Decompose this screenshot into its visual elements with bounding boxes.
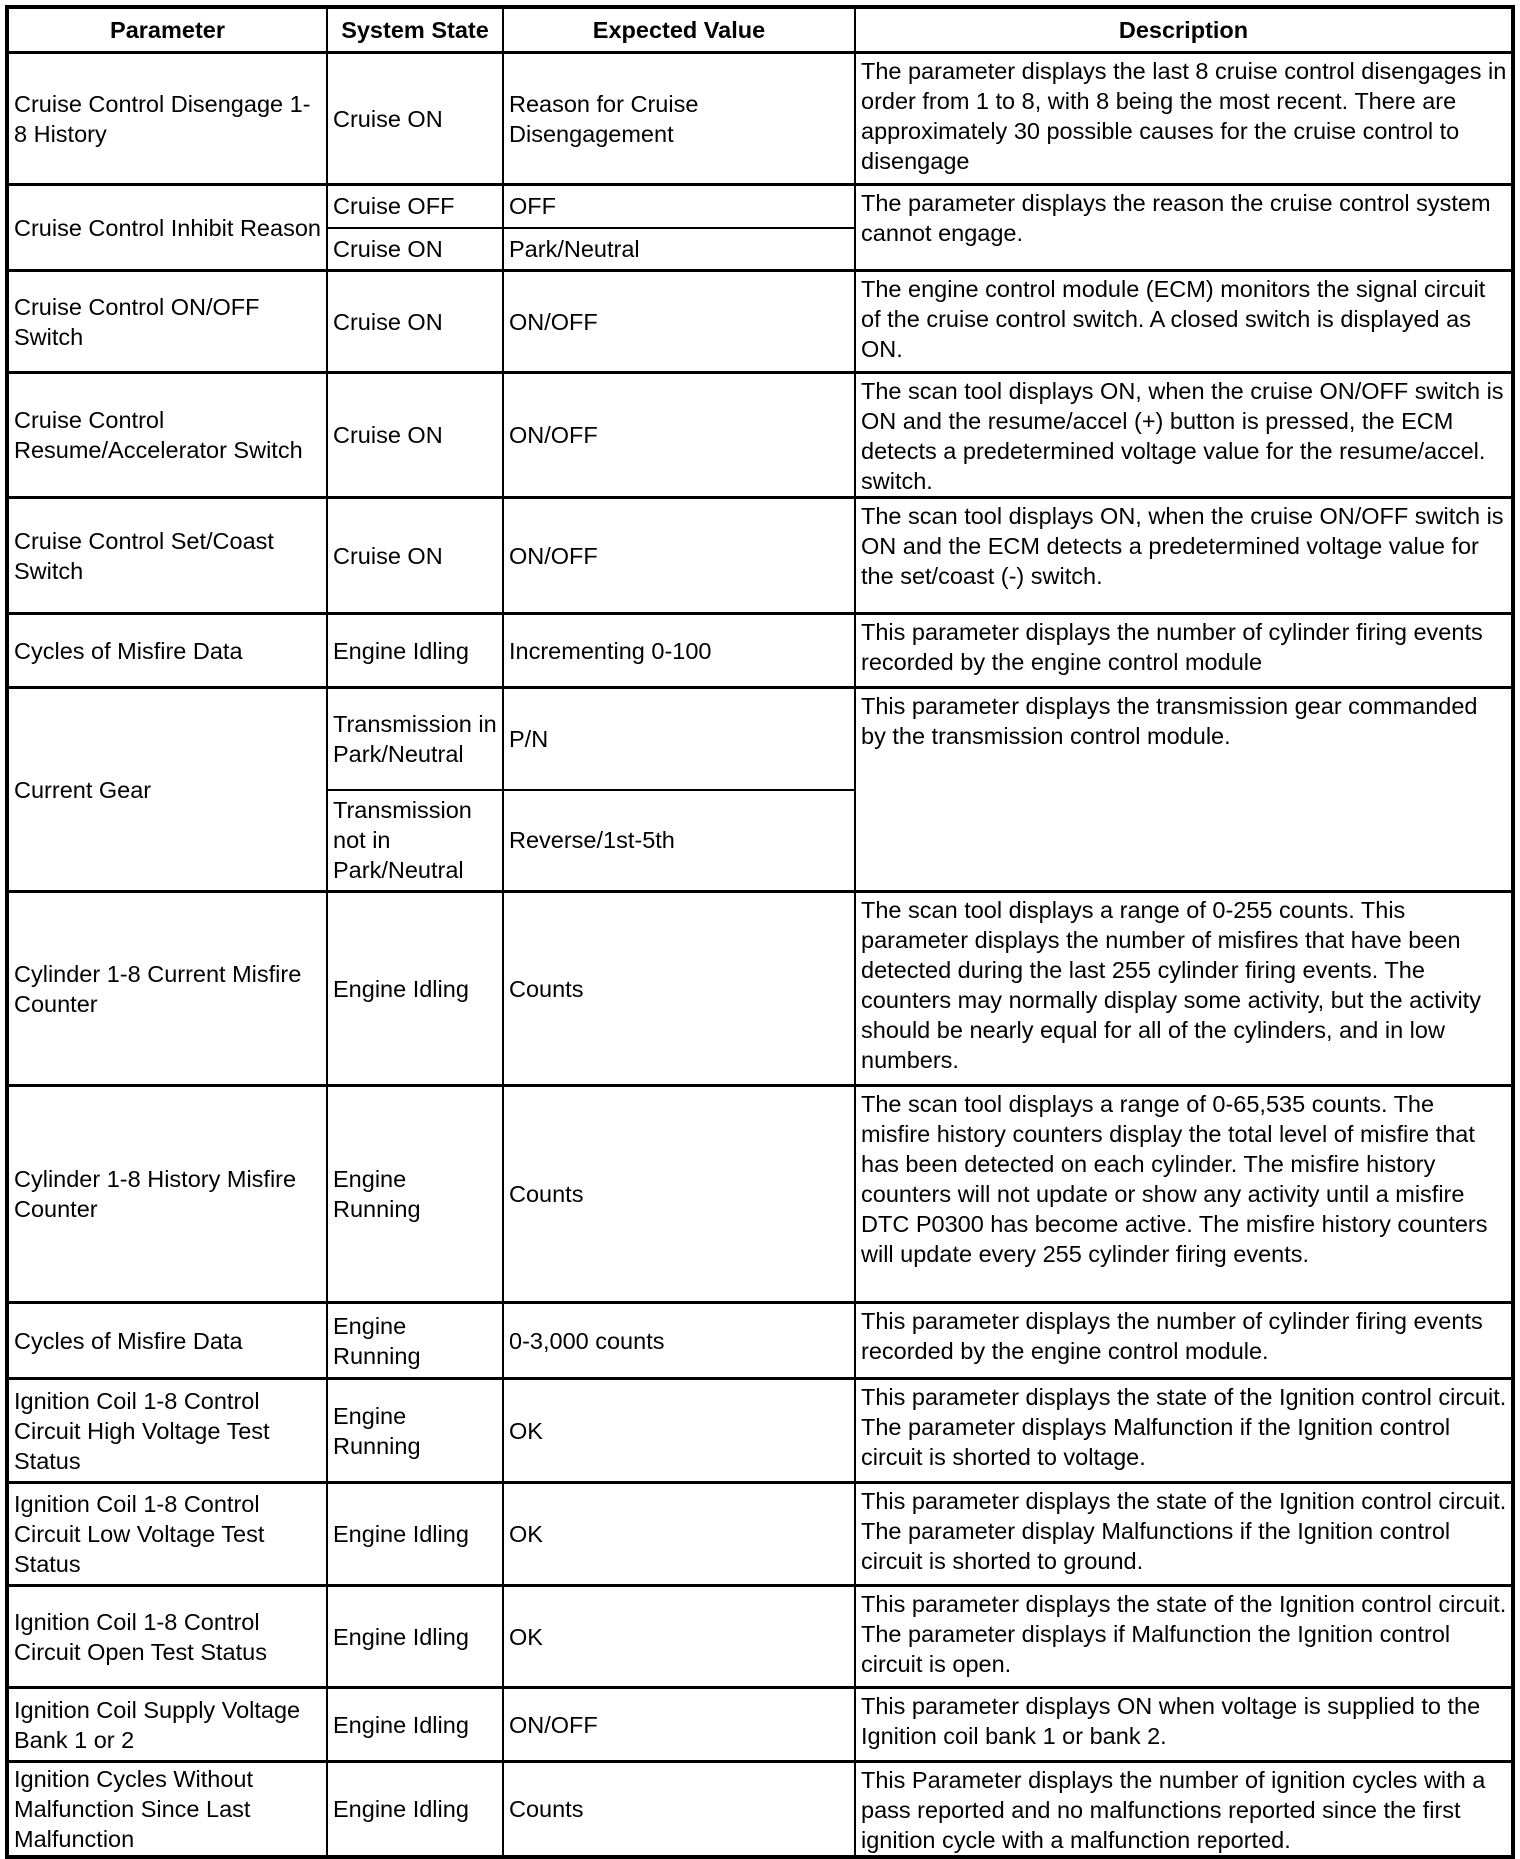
system-state-cell: Engine Idling [327,1688,503,1762]
table-row [7,688,1513,790]
parameter-cell: Cruise Control Inhibit Reason [7,185,327,271]
system-state-cell: Engine Idling [327,1762,503,1858]
expected-value-cell: ON/OFF [503,1688,855,1762]
expected-value-cell: Incrementing 0-100 [503,614,855,688]
parameter-cell: Cruise Control Disengage 1-8 History [7,53,327,185]
parameter-cell: Ignition Cycles Without Malfunction Since Last Malfunction [7,1762,327,1858]
header-description: Description [855,7,1513,53]
expected-value-cell: P/N [503,688,855,790]
description-cell: The scan tool displays ON, when the cruise ON/OFF switch is ON and the ECM detects a predetermined voltage value for the set/coast (-) switch. [855,498,1513,614]
table-row [7,53,1513,185]
system-state-cell: Transmission not in Park/Neutral [327,790,503,892]
expected-value-cell: Reverse/1st-5th [503,790,855,892]
parameter-cell: Cruise Control ON/OFF Switch [7,271,327,373]
header-row [7,7,1513,53]
parameter-cell: Ignition Coil 1-8 Control Circuit Open Test Status [7,1586,327,1688]
table-row [7,1483,1513,1586]
description-cell: The scan tool displays ON, when the cruise ON/OFF switch is ON and the resume/accel (+) button is pressed, the ECM detects a predetermined voltage value for the resume/accel. switch. [855,373,1513,498]
table-row [7,185,1513,228]
table-row [7,1688,1513,1762]
parameter-cell: Current Gear [7,688,327,892]
parameter-table [5,5,1515,1859]
system-state-cell: Cruise ON [327,271,503,373]
expected-value-cell: OK [503,1483,855,1586]
system-state-cell: Engine Idling [327,1586,503,1688]
description-cell: The parameter displays the last 8 cruise control disengages in order from 1 to 8, with 8 being the most recent. There are approximately 30 possible causes for the cruise control to disengage [855,53,1513,185]
parameter-cell: Cylinder 1-8 Current Misfire Counter [7,892,327,1086]
expected-value-cell: ON/OFF [503,373,855,498]
description-cell: This Parameter displays the number of ignition cycles with a pass reported and no malfunctions reported since the first ignition cycle with a malfunction reported. [855,1762,1513,1858]
table-row [7,1086,1513,1303]
header-parameter: Parameter [7,7,327,53]
header-system-state: System State [327,7,503,53]
expected-value-cell: 0-3,000 counts [503,1303,855,1379]
table-row [7,271,1513,373]
expected-value-cell: Reason for Cruise Disengagement [503,53,855,185]
system-state-cell: Cruise OFF [327,185,503,228]
description-cell: The engine control module (ECM) monitors the signal circuit of the cruise control switch. A closed switch is displayed as ON. [855,271,1513,373]
system-state-cell: Cruise ON [327,373,503,498]
parameter-cell: Cycles of Misfire Data [7,1303,327,1379]
expected-value-cell: Counts [503,1086,855,1303]
table-row [7,498,1513,614]
system-state-cell: Engine Idling [327,614,503,688]
system-state-cell: Cruise ON [327,498,503,614]
expected-value-cell: Counts [503,892,855,1086]
system-state-cell: Engine Idling [327,1483,503,1586]
table-row [7,614,1513,688]
description-cell: This parameter displays ON when voltage is supplied to the Ignition coil bank 1 or bank 2. [855,1688,1513,1762]
system-state-cell: Engine Running [327,1086,503,1303]
description-cell: The scan tool displays a range of 0-255 counts. This parameter displays the number of misfires that have been detected during the last 255 cylinder firing events. The counters may normally display some activity, but the activity should be nearly equal for all of the cylinders, and in low numbers. [855,892,1513,1086]
system-state-cell: Cruise ON [327,53,503,185]
parameter-cell: Cruise Control Resume/Accelerator Switch [7,373,327,498]
description-cell: The scan tool displays a range of 0-65,535 counts. The misfire history counters display the total level of misfire that has been detected on each cylinder. The misfire history counters will not update or show any activity until a misfire DTC P0300 has become active. The misfire history counters will update every 255 cylinder firing events. [855,1086,1513,1303]
description-cell: This parameter displays the number of cylinder firing events recorded by the engine control module. [855,1303,1513,1379]
expected-value-cell: OFF [503,185,855,228]
description-cell: This parameter displays the state of the Ignition control circuit. The parameter displays Malfunction if the Ignition control circuit is shorted to voltage. [855,1379,1513,1483]
expected-value-cell: ON/OFF [503,498,855,614]
parameter-cell: Ignition Coil 1-8 Control Circuit High Voltage Test Status [7,1379,327,1483]
parameter-cell: Cycles of Misfire Data [7,614,327,688]
expected-value-cell: Counts [503,1762,855,1858]
table-row [7,1379,1513,1483]
description-cell: This parameter displays the state of the Ignition control circuit. The parameter displays if Malfunction the Ignition control circuit is open. [855,1586,1513,1688]
parameter-cell: Ignition Coil Supply Voltage Bank 1 or 2 [7,1688,327,1762]
expected-value-cell: ON/OFF [503,271,855,373]
expected-value-cell: Park/Neutral [503,228,855,271]
table-row [7,373,1513,498]
parameter-cell: Cylinder 1-8 History Misfire Counter [7,1086,327,1303]
table-row [7,892,1513,1086]
system-state-cell: Engine Running [327,1379,503,1483]
parameter-cell: Ignition Coil 1-8 Control Circuit Low Voltage Test Status [7,1483,327,1586]
table-row [7,1762,1513,1858]
system-state-cell: Cruise ON [327,228,503,271]
table-row [7,1303,1513,1379]
system-state-cell: Transmission in Park/Neutral [327,688,503,790]
description-cell: This parameter displays the number of cylinder firing events recorded by the engine control module [855,614,1513,688]
system-state-cell: Engine Idling [327,892,503,1086]
description-cell: This parameter displays the transmission gear commanded by the transmission control module. [855,688,1513,892]
table-row [7,1586,1513,1688]
header-expected-value: Expected Value [503,7,855,53]
system-state-cell: Engine Running [327,1303,503,1379]
expected-value-cell: OK [503,1379,855,1483]
expected-value-cell: OK [503,1586,855,1688]
parameter-cell: Cruise Control Set/Coast Switch [7,498,327,614]
description-cell: The parameter displays the reason the cruise control system cannot engage. [855,185,1513,271]
description-cell: This parameter displays the state of the Ignition control circuit. The parameter display Malfunctions if the Ignition control circuit is shorted to ground. [855,1483,1513,1586]
